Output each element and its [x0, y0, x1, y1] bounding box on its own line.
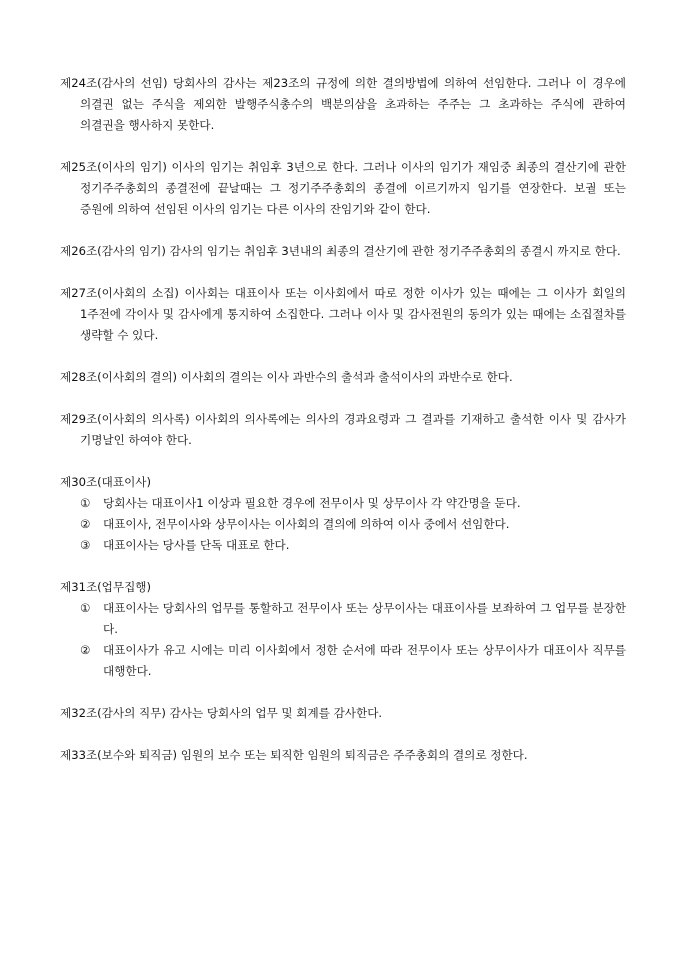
- article-26: 제26조(감사의 임기) 감사의 임기는 취임후 3년내의 최종의 결산기에 관한 정기주주총회의 종결시 까지로 한다.: [60, 244, 621, 258]
- item-text: 대표이사가 유고 시에는 미리 이사회에서 정한 순서에 따라 전무이사 또는 상무이사가 대표이사 직무를 대행한다.: [103, 643, 626, 678]
- item-number: ①: [80, 601, 91, 615]
- list-item: [60, 598, 626, 640]
- article-24: 제24조(감사의 선임) 당회사의 감사는 제23조의 규정에 의한 결의방법에 의하여 선임한다. 그러나 이 경우에 의결권 없는 주식을 제외한 발행주식총수의 백분의삼을 초과하는 주주는 그 초과하는 주식에 관하여 의결권을 행사하지 못한다.: [60, 76, 626, 132]
- list-item: [60, 535, 626, 556]
- article-27: 제27조(이사회의 소집) 이사회는 대표이사 또는 이사회에서 따로 정한 이사가 있는 때에는 그 이사가 회일의 1주전에 각이사 및 감사에게 통지하여 소집한다. 그러나 이사 및 감사전원의 동의가 있는 때에는 소집절차를 생략할 수 있다.: [60, 286, 626, 342]
- item-number: ②: [80, 643, 91, 657]
- list-item: [60, 493, 626, 514]
- article-30: [60, 472, 626, 556]
- article-30-items: [60, 493, 626, 556]
- article-30-heading: 제30조(대표이사): [60, 475, 151, 489]
- item-text: 대표이사는 당회사의 업무를 통할하고 전무이사 또는 상무이사는 대표이사를 보좌하여 그 업무를 분장한다.: [103, 601, 626, 636]
- item-text: 대표이사는 당사를 단독 대표로 한다.: [103, 538, 290, 552]
- article-28: 제28조(이사회의 결의) 이사회의 결의는 이사 과반수의 출석과 출석이사의 과반수로 한다.: [60, 370, 513, 384]
- article-32: 제32조(감사의 직무) 감사는 당회사의 업무 및 회계를 감사한다.: [60, 706, 383, 720]
- item-number: ②: [80, 517, 91, 531]
- item-text: 대표이사, 전무이사와 상무이사는 이사회의 결의에 의하여 이사 중에서 선임한다.: [103, 517, 510, 531]
- item-number: ③: [80, 538, 91, 552]
- article-29: 제29조(이사회의 의사록) 이사회의 의사록에는 의사의 경과요령과 그 결과를 기재하고 출석한 이사 및 감사가 기명날인 하여야 한다.: [60, 412, 626, 447]
- item-text: 당회사는 대표이사1 이상과 필요한 경우에 전무이사 및 상무이사 각 약간명을 둔다.: [103, 496, 521, 510]
- article-31-heading: 제31조(업무집행): [60, 580, 151, 594]
- article-25: 제25조(이사의 임기) 이사의 임기는 취임후 3년으로 한다. 그러나 이사의 임기가 재임중 최종의 결산기에 관한 정기주주총회의 종결전에 끝날때는 그 정기주주총회의 종결에 이르기까지 임기를 연장한다. 보궐 또는 증원에 의하여 선임된 이사의 임기는 다른 이사의 잔임기와 같이 한다.: [60, 160, 626, 216]
- document-page: [60, 73, 626, 787]
- article-33: 제33조(보수와 퇴직금) 임원의 보수 또는 퇴직한 임원의 퇴직금은 주주총회의 결의로 정한다.: [60, 748, 528, 762]
- list-item: [60, 514, 626, 535]
- article-31: [60, 577, 626, 682]
- item-number: ①: [80, 496, 91, 510]
- article-31-items: [60, 598, 626, 682]
- list-item: [60, 640, 626, 682]
